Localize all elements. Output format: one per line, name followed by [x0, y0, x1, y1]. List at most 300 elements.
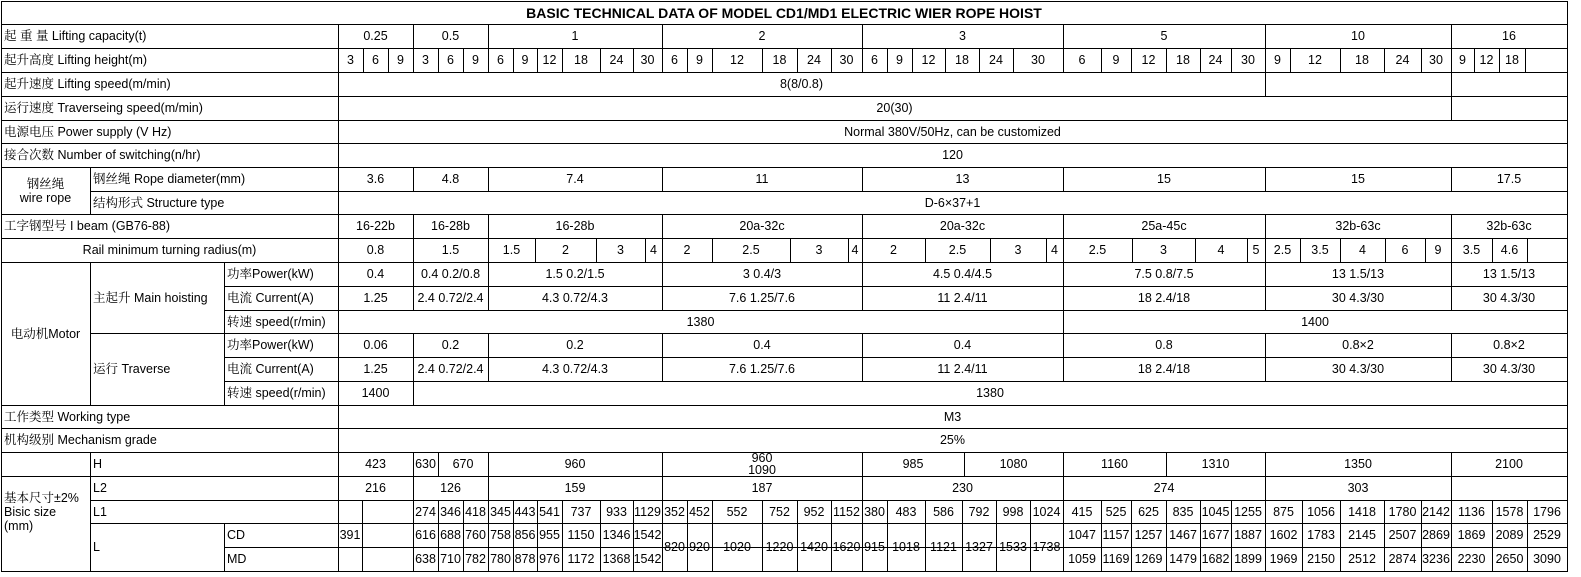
traverse-current-value: 2.4 0.72/2.4 — [417, 362, 484, 376]
lifting-height-value: 3 — [347, 53, 354, 67]
l1-value: 1024 — [1032, 504, 1061, 519]
traverse-speed-value: 1380 — [976, 386, 1004, 400]
l1-value: 483 — [895, 504, 917, 519]
rail-radius-value: 2.5 — [1088, 243, 1107, 257]
grid-line — [413, 333, 414, 358]
rail-radius-value: 0.8 — [366, 243, 385, 257]
grid-line — [1451, 167, 1452, 192]
traverse-power-value: 0.8×2 — [1342, 338, 1374, 352]
l-cd-value: 2529 — [1533, 528, 1561, 542]
l2-value: 303 — [1347, 481, 1369, 495]
l-md-value: 2150 — [1307, 552, 1335, 566]
grid-line — [488, 333, 489, 358]
rail-radius-value: 4 — [1051, 243, 1058, 257]
lifting-height-value: 30 — [640, 53, 655, 67]
label-motor-speed_rmin-2: 转速 speed(r/min) — [227, 314, 326, 329]
lifting-height-value: 18 — [772, 53, 787, 67]
lifting-height-value: 9 — [1112, 53, 1120, 67]
grid-line — [1063, 167, 1064, 192]
main-current-value: 30 4.3/30 — [1482, 291, 1536, 305]
grid-line — [862, 333, 863, 358]
grid-line — [1567, 500, 1568, 524]
rail-radius-value: 2 — [683, 243, 691, 257]
grid-line — [1265, 24, 1266, 49]
rail-radius-value: 6 — [1401, 243, 1409, 257]
label-h: H — [93, 457, 103, 471]
l-md-value: 1899 — [1234, 552, 1262, 566]
grid-line — [662, 24, 663, 49]
grid-line — [662, 333, 663, 358]
i-beam-value: 16-28b — [555, 219, 595, 233]
l1-value: 752 — [769, 504, 790, 519]
rail-radius-value: 3 — [1160, 243, 1167, 257]
rope-diameter-value: 15 — [1351, 172, 1365, 186]
grid-line — [862, 357, 863, 382]
rail-radius-value: 4 — [1359, 243, 1366, 257]
l1-value: 875 — [1273, 504, 1294, 519]
lifting-height-value: 30 — [1031, 53, 1045, 67]
grid-line — [662, 262, 663, 287]
main-power-value: 1.5 0.2/1.5 — [545, 267, 605, 281]
l-md-value: 1269 — [1134, 552, 1163, 566]
grid-line — [1451, 357, 1452, 382]
lifting-height-value: 9 — [397, 53, 404, 67]
lifting-height-value: 6 — [497, 53, 504, 67]
table-title: BASIC TECHNICAL DATA OF MODEL CD1/MD1 ELECTRIC WIER ROPE HOIST — [526, 4, 1042, 21]
label-lifting-speed: 起升速度 Lifting speed(m/min) — [4, 77, 171, 91]
l1-value: 443 — [514, 504, 536, 519]
grid-line — [1063, 286, 1064, 311]
lifting-height-value: 12 — [1141, 53, 1156, 67]
l-cd-value: 1869 — [1457, 528, 1486, 542]
traverse-power-value: 0.8 — [1155, 338, 1173, 352]
mechanism-grade-value: 25% — [939, 433, 966, 447]
h-value: 1310 — [1201, 457, 1230, 471]
l-cd-value: 1346 — [602, 528, 631, 542]
label-rail-radius: Rail minimum turning radius(m) — [82, 243, 257, 257]
l-md-value: 3236 — [1422, 552, 1450, 566]
l-shared-value: 1420 — [800, 540, 828, 554]
l1-value: 1045 — [1201, 504, 1230, 519]
grid-line — [1265, 167, 1266, 192]
grid-line — [413, 286, 414, 311]
l-cd-value: 1157 — [1102, 528, 1130, 542]
label-basic-size — [1, 452, 90, 571]
l-shared-value: 1020 — [723, 540, 751, 554]
grid-line — [1451, 286, 1452, 311]
l-md-value: 976 — [539, 552, 560, 566]
l-shared-value: 1121 — [930, 540, 957, 554]
grid-line — [413, 381, 414, 406]
traverse-current-value: 7.6 1.25/7.6 — [728, 362, 796, 376]
capacity-value: 1 — [571, 29, 579, 43]
grid-line — [1525, 48, 1526, 73]
l-cd-value: 856 — [514, 528, 536, 542]
h-value: 1350 — [1344, 457, 1372, 471]
rope-diameter-value: 15 — [1157, 172, 1171, 186]
l-cd-value: 1783 — [1307, 528, 1335, 542]
rail-radius-value: 2.5 — [742, 243, 760, 257]
l1-value: 274 — [415, 504, 436, 519]
lifting-height-value: 6 — [671, 53, 678, 67]
lifting-height-value: 12 — [542, 53, 557, 67]
rail-radius-value: 4.6 — [1500, 243, 1519, 257]
l-cd-value: 2089 — [1495, 528, 1524, 542]
lifting-height-value: 18 — [955, 53, 969, 67]
h-value-line: 960 — [751, 452, 773, 465]
grid-line — [413, 24, 414, 49]
grid-line — [1063, 333, 1064, 358]
main-current-value: 7.6 1.25/7.6 — [728, 291, 796, 305]
traverse-speed-value: 20(30) — [876, 101, 913, 115]
capacity-value: 0.5 — [441, 29, 460, 43]
lifting-height-value: 30 — [1241, 53, 1255, 67]
grid-line — [662, 357, 663, 382]
grid-line — [862, 262, 863, 287]
grid-line — [862, 167, 863, 192]
l1-value: 352 — [664, 504, 685, 519]
l1-value: 1578 — [1495, 504, 1524, 519]
grid-line — [488, 357, 489, 382]
l-md-value: 2512 — [1348, 552, 1376, 566]
l1-value: 541 — [539, 504, 560, 519]
rail-radius-value: 1.5 — [502, 243, 521, 257]
l-shared-value: 1738 — [1032, 540, 1061, 554]
label-md: MD — [227, 552, 247, 566]
traverse-current-value: 11 2.4/11 — [937, 362, 988, 376]
grid-line — [488, 262, 489, 287]
grid-line — [662, 214, 663, 239]
l-cd-value: 616 — [415, 528, 436, 542]
capacity-value: 16 — [1502, 29, 1516, 43]
l1-value: 1136 — [1458, 504, 1485, 519]
rope-diameter-value: 11 — [755, 172, 769, 186]
l1-value: 1152 — [833, 504, 860, 519]
traverse-current-value: 1.25 — [363, 362, 388, 376]
grid-line — [1063, 214, 1064, 239]
rail-radius-value: 3.5 — [1311, 243, 1329, 257]
l1-value: 835 — [1172, 504, 1194, 519]
traverse-power-value: 0.8×2 — [1493, 338, 1525, 352]
l-cd-value: 1047 — [1068, 528, 1096, 542]
l2-value: 159 — [564, 481, 586, 495]
l-shared-value: 1327 — [965, 540, 993, 554]
l-cd-value: 391 — [339, 528, 361, 542]
lifting-height-value: 24 — [1395, 53, 1410, 67]
l2-value: 230 — [952, 481, 973, 495]
h-value-line: 1090 — [748, 463, 776, 476]
label-cd: CD — [227, 528, 246, 542]
label-motor: 电动机Motor — [10, 326, 81, 341]
grid-line — [1, 571, 1568, 572]
l-cd-value: 1602 — [1269, 528, 1298, 542]
l-cd-value: 2869 — [1422, 528, 1450, 542]
main-current-value: 2.4 0.72/2.4 — [417, 291, 484, 305]
i-beam-value: 25a-45c — [1141, 219, 1187, 233]
label-switching: 接合次数 Number of switching(n/hr) — [4, 148, 201, 162]
rail-radius-value: 2.5 — [948, 243, 967, 257]
l-md-value: 1368 — [602, 552, 631, 566]
rail-radius-value: 2 — [890, 243, 897, 257]
power-supply-value: Normal 380V/50Hz, can be customized — [844, 124, 1061, 139]
label-basic-size-line: 基本尺寸±2% — [4, 490, 79, 505]
grid-line — [1451, 24, 1452, 49]
i-beam-value: 32b-63c — [1335, 219, 1381, 233]
traverse-power-value: 0.2 — [441, 338, 460, 352]
l1-value: 1255 — [1234, 504, 1262, 519]
grid-line — [488, 286, 489, 311]
label-working-type: 工作类型 Working type — [4, 409, 131, 424]
h-value: 985 — [902, 457, 924, 471]
rope-diameter-value: 17.5 — [1496, 172, 1522, 186]
l-md-value: 782 — [465, 552, 486, 566]
label-i-beam: 工字钢型号 I beam (GB76-88) — [4, 219, 171, 233]
capacity-value: 0.25 — [363, 29, 388, 43]
l1-value: 1780 — [1388, 504, 1417, 519]
lifting-height-value: 24 — [609, 53, 624, 67]
label-traverse: 运行 Traverse — [93, 362, 171, 376]
lifting-height-value: 6 — [447, 53, 454, 67]
label-motor-power_kw-0: 功率Power(kW) — [227, 267, 314, 281]
l-cd-value: 1887 — [1234, 528, 1262, 542]
h-value — [662, 452, 862, 476]
traverse-current-value: 30 4.3/30 — [1331, 362, 1385, 376]
l-cd-value: 1467 — [1169, 528, 1197, 542]
structure-value: D-6×37+1 — [924, 195, 981, 210]
l1-value: 1796 — [1533, 504, 1561, 519]
l-cd-value: 2507 — [1388, 528, 1417, 542]
l2-value: 274 — [1153, 481, 1175, 495]
lifting-height-value: 12 — [730, 53, 744, 67]
l1-value: 1056 — [1307, 504, 1335, 519]
rope-diameter-value: 3.6 — [366, 172, 385, 186]
grid-line — [862, 24, 863, 49]
l-cd-value: 2145 — [1348, 528, 1376, 542]
l-md-value: 2650 — [1495, 552, 1524, 566]
grid-line — [413, 262, 414, 287]
lifting-height-value: 12 — [1308, 53, 1322, 67]
grid-line — [1063, 24, 1064, 49]
label-basic-size-line: Bisic size — [4, 504, 57, 519]
main-current-value: 18 2.4/18 — [1137, 291, 1191, 305]
rail-radius-value: 3 — [617, 243, 624, 257]
grid-line — [862, 286, 863, 311]
i-beam-value: 32b-63c — [1486, 219, 1532, 233]
l1-value: 586 — [933, 504, 954, 519]
lifting-height-value: 6 — [372, 53, 379, 67]
grid-line — [1451, 476, 1452, 501]
grid-line — [1265, 357, 1266, 382]
l2-value: 126 — [440, 481, 461, 495]
grid-line — [1265, 262, 1266, 287]
lifting-height-value: 18 — [1355, 53, 1369, 67]
i-beam-value: 20a-32c — [939, 219, 986, 233]
rail-radius-value: 1.5 — [441, 243, 460, 257]
traverse-current-value: 30 4.3/30 — [1482, 362, 1536, 376]
l-shared-value: 820 — [664, 540, 685, 554]
lifting-height-value: 9 — [1274, 53, 1281, 67]
lifting-height-value: 12 — [1479, 53, 1494, 67]
main-current-value: 1.25 — [363, 291, 388, 305]
lifting-height-value: 18 — [574, 53, 588, 67]
h-value: 1160 — [1101, 457, 1128, 471]
l-cd-value: 1677 — [1201, 528, 1230, 542]
grid-line — [1451, 72, 1452, 97]
label-l2: L2 — [93, 481, 107, 495]
i-beam-value: 16-22b — [356, 219, 395, 233]
lifting-height-value: 9 — [896, 53, 903, 67]
traverse-power-value: 0.4 — [753, 338, 771, 352]
l1-value: 346 — [440, 504, 461, 519]
l1-value: 737 — [570, 504, 592, 519]
traverse-speed-value: 1400 — [361, 386, 390, 400]
l2-value: 187 — [751, 481, 773, 495]
l1-value: 345 — [490, 504, 511, 519]
l-md-value: 878 — [514, 552, 536, 566]
lifting-height-value: 30 — [839, 53, 854, 67]
l-shared-value: 1533 — [999, 540, 1027, 554]
l-md-value: 1682 — [1201, 552, 1230, 566]
lifting-height-value: 9 — [696, 53, 703, 67]
l-md-value: 1542 — [633, 552, 662, 566]
main-power-value: 0.4 0.2/0.8 — [420, 267, 481, 281]
lifting-speed-value: 8(8/0.8) — [779, 77, 824, 91]
l1-value: 1129 — [634, 504, 661, 519]
grid-line — [862, 214, 863, 239]
lifting-height-value: 24 — [989, 53, 1003, 67]
l1-value: 552 — [726, 504, 748, 519]
rail-radius-value: 4 — [1217, 243, 1225, 257]
l-shared-value: 920 — [689, 540, 710, 554]
l-cd-value: 955 — [539, 528, 560, 542]
main-current-value: 30 4.3/30 — [1331, 291, 1385, 305]
label-structure-type: 结构形式 Structure type — [93, 195, 225, 210]
grid-line — [1063, 310, 1064, 334]
h-value: 960 — [564, 457, 586, 471]
label-lifting-height: 起升高度 Lifting height(m) — [4, 53, 148, 67]
lifting-height-value: 6 — [871, 53, 878, 67]
rope-diameter-value: 4.8 — [441, 172, 460, 186]
capacity-value: 3 — [959, 29, 966, 43]
grid-line — [413, 167, 414, 192]
main-current-value: 11 2.4/11 — [937, 291, 988, 305]
lifting-height-value: 18 — [1505, 53, 1519, 67]
lifting-height-value: 6 — [1078, 53, 1086, 67]
label-motor-speed_rmin-5: 转速 speed(r/min) — [227, 386, 326, 400]
grid-line — [488, 24, 489, 49]
main-power-value: 3 0.4/3 — [742, 267, 782, 281]
l1-value: 933 — [606, 504, 627, 519]
traverse-power-value: 0.4 — [953, 338, 972, 352]
l-shared-value: 915 — [864, 540, 885, 554]
i-beam-value: 20a-32c — [739, 219, 785, 233]
h-value: 1080 — [999, 457, 1028, 471]
l-shared-value: 1018 — [892, 540, 920, 554]
lifting-height-value: 24 — [1208, 53, 1223, 67]
grid-line — [1265, 286, 1266, 311]
rail-radius-value: 9 — [1434, 243, 1442, 257]
grid-line — [488, 167, 489, 192]
main-speed-value: 1400 — [1301, 314, 1329, 329]
l1-value: 452 — [689, 504, 710, 519]
lifting-height-value: 9 — [521, 53, 529, 67]
grid-line — [1451, 333, 1452, 358]
label-wire-rope-line: 钢丝绳 — [26, 176, 65, 191]
main-current-value: 4.3 0.72/4.3 — [541, 291, 609, 305]
l-md-value: 1479 — [1169, 552, 1197, 566]
label-basic-size-line: (mm) — [4, 518, 34, 533]
l1-value: 792 — [968, 504, 990, 519]
lifting-height-value: 24 — [807, 53, 821, 67]
main-speed-value: 1380 — [686, 314, 715, 329]
label-rope-diameter: 钢丝绳 Rope diameter(mm) — [93, 172, 246, 186]
l1-value: 952 — [803, 504, 825, 519]
l-md-value: 1169 — [1102, 552, 1130, 566]
main-power-value: 13 1.5/13 — [1482, 267, 1536, 281]
lifting-height-value: 30 — [1429, 53, 1443, 67]
l-cd-value: 1257 — [1134, 528, 1163, 542]
traverse-power-value: 0.06 — [363, 338, 388, 352]
l-md-value: 638 — [415, 552, 436, 566]
label-wire-rope — [1, 167, 90, 214]
l-shared-value: 1620 — [832, 540, 861, 554]
main-power-value: 0.4 — [366, 267, 385, 281]
grid-line — [1451, 214, 1452, 239]
working-type-value: M3 — [943, 409, 962, 424]
label-lifting-capacity: 起 重 量 Lifting capacity(t) — [4, 29, 147, 43]
l1-value: 525 — [1105, 504, 1127, 519]
grid-line — [1527, 238, 1528, 263]
l1-value: 418 — [465, 504, 486, 519]
grid-line — [1063, 357, 1064, 382]
l-cd-value: 688 — [440, 528, 461, 542]
label-l: L — [93, 540, 100, 554]
grid-line — [1265, 214, 1266, 239]
grid-line — [1451, 96, 1452, 121]
grid-line — [1063, 262, 1064, 287]
l2-value: 216 — [365, 481, 386, 495]
label-motor-current_a-1: 电流 Current(A) — [227, 291, 314, 305]
grid-line — [662, 167, 663, 192]
h-value: 423 — [365, 457, 386, 471]
rail-radius-value: 3.5 — [1462, 243, 1481, 257]
l-md-value: 780 — [490, 552, 511, 566]
label-traverse-speed: 运行速度 Traverseing speed(m/min) — [4, 101, 203, 115]
grid-line — [1265, 333, 1266, 358]
l1-value: 998 — [1002, 504, 1024, 519]
rope-diameter-value: 7.4 — [566, 172, 584, 186]
l-cd-value: 760 — [465, 528, 486, 542]
capacity-value: 2 — [758, 29, 766, 43]
l-cd-value: 1542 — [633, 528, 662, 542]
l-cd-value: 758 — [490, 528, 511, 542]
main-power-value: 13 1.5/13 — [1331, 267, 1385, 281]
grid-line — [662, 286, 663, 311]
grid-line — [1451, 262, 1452, 287]
capacity-value: 5 — [1160, 29, 1168, 43]
lifting-height-value: 3 — [422, 53, 429, 67]
traverse-power-value: 0.2 — [566, 338, 584, 352]
label-wire-rope-line: wire rope — [19, 190, 72, 205]
traverse-current-value: 4.3 0.72/4.3 — [541, 362, 609, 376]
lifting-height-value: 18 — [1176, 53, 1190, 67]
l-md-value: 1059 — [1068, 552, 1096, 566]
rail-radius-value: 4 — [650, 243, 657, 257]
main-power-value: 7.5 0.8/7.5 — [1134, 267, 1194, 281]
i-beam-value: 16-28b — [431, 219, 470, 233]
rail-radius-value: 2.5 — [1273, 243, 1292, 257]
l-shared-value: 1220 — [765, 540, 794, 554]
